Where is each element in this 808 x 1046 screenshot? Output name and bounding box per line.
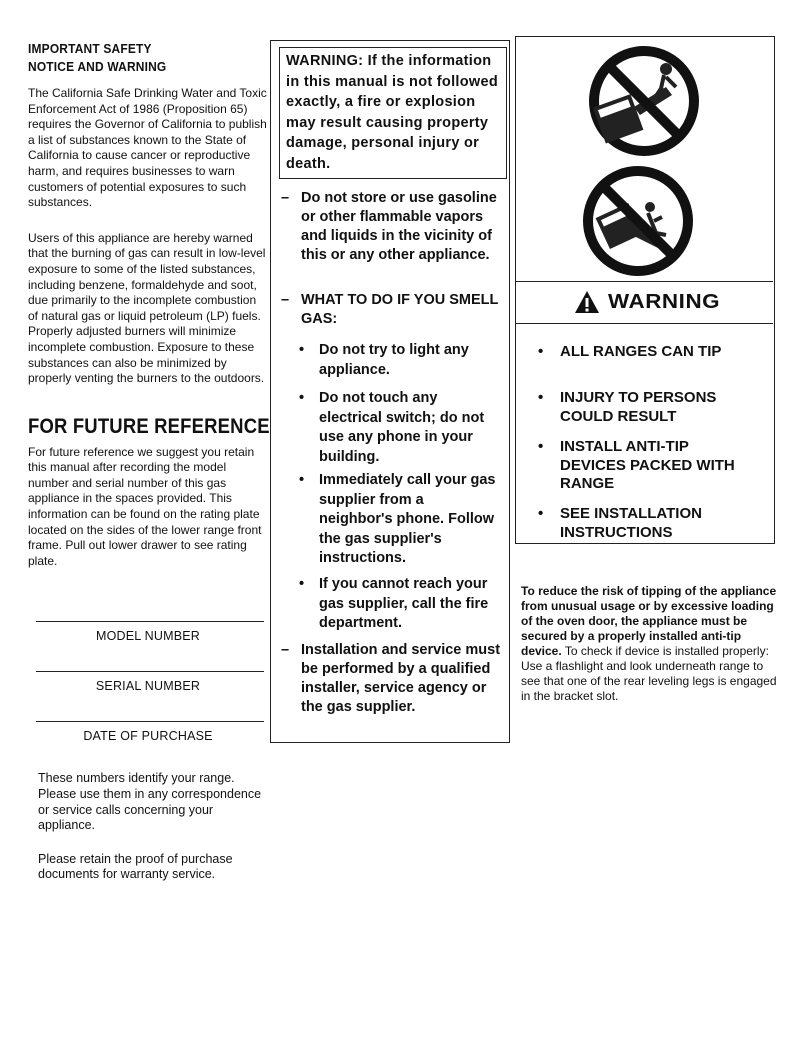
dash-mark: –	[281, 190, 290, 206]
serial-number-label: SERIAL NUMBER	[95, 679, 201, 694]
anti-tip-note	[521, 584, 783, 704]
bullet-mark: •	[299, 472, 305, 488]
bullet-mark: •	[299, 576, 305, 592]
no-standing-on-door-icon	[593, 51, 694, 151]
model-number-line[interactable]	[36, 621, 264, 622]
tip-item-see-instructions	[538, 505, 758, 542]
prop65-paragraph: The California Safe Drinking Water and Toxic Enforcement Act of 1986 (Proposition 65) requires the Governor of California to publish a list of substances known to the State of California to cause cancer or reproductive harm, and requires businesses to warn customers of potential exposures to such substances.	[28, 86, 267, 210]
safety-notice-heading-line1: IMPORTANT SAFETY	[28, 41, 152, 56]
tip-pictograms	[516, 37, 773, 282]
warning-word: WARNING	[608, 290, 721, 313]
dash-mark: –	[281, 292, 290, 308]
bullet-mark: •	[538, 438, 544, 455]
bullet-item-call-supplier	[299, 471, 499, 569]
dash-item-flammables	[281, 189, 501, 265]
tip-item-all-ranges	[538, 343, 758, 362]
date-of-purchase-line[interactable]	[36, 721, 264, 722]
manual-warning-box: WARNING: If the information in this manual is not followed exactly, a fire or explosion may result causing property damage, personal injury or death.	[279, 47, 507, 179]
date-of-purchase-label: DATE OF PURCHASE	[83, 729, 213, 744]
identify-paragraph: These numbers identify your range. Please use them in any correspondence or service calls concerning your appliance.	[38, 771, 262, 833]
dash-item-text: WHAT TO DO IF YOU SMELL GAS:	[301, 292, 499, 327]
future-reference-heading: FOR FUTURE REFERENCE	[28, 414, 270, 438]
anti-tip-note-bold: To reduce the risk of tipping of the appliance from unusual usage or by excessive loading of the oven door, the appliance must be secured by a properly installed anti-tip device.	[521, 584, 777, 658]
dash-item-text: Installation and service must be performed by a qualified installer, service agency or the gas supplier.	[301, 642, 501, 715]
retain-paragraph: Please retain the proof of purchase documents for warranty service.	[38, 851, 233, 882]
tip-item-injury	[538, 389, 758, 426]
bullet-mark: •	[299, 342, 305, 358]
dash-item-text: Do not store or use gasoline or other flammable vapors and liquids in the vicinity of this or any other appliance.	[301, 190, 497, 263]
no-tip-pictogram-icon	[516, 37, 773, 281]
warning-banner	[516, 281, 773, 324]
tip-item-text: SEE INSTALLATION INSTRUCTIONS	[560, 505, 702, 541]
dash-item-smell-gas	[281, 291, 501, 329]
serial-number-line[interactable]	[36, 671, 264, 672]
bullet-item-fire-department	[299, 575, 499, 634]
tip-item-text: INSTALL ANTI-TIP DEVICES PACKED WITH RANGE	[560, 438, 735, 492]
dash-mark: –	[281, 642, 290, 658]
bullet-mark: •	[538, 505, 544, 522]
anti-tip-note-rest: To check if device is installed properly: Use a flashlight and look underneath range to see that one of the rear leveling legs is engaged in the bracket slot.	[521, 644, 777, 703]
left-column	[28, 40, 268, 883]
bullet-mark: •	[538, 343, 544, 360]
tip-item-text: INJURY TO PERSONS COULD RESULT	[560, 389, 717, 425]
bullet-item-text: Immediately call your gas supplier from a neighbor's phone. Follow the gas supplier's instructions.	[319, 472, 496, 566]
users-warning-paragraph: Users of this appliance are hereby warned that the burning of gas can result in low-level exposure to some of the listed substances, including benzene, formaldehyde and soot, due primarily to the incomplete combustion of natural gas or liquid petroleum (LP) fuels. Properly adjusted burners will minimize incomplete combustion. Exposure to these substances can also be minimized by properly venting the burners to the outdoors.	[28, 230, 266, 386]
no-sitting-on-door-icon	[588, 171, 688, 271]
bullet-item-text: Do not touch any electrical switch; do not use any phone in your building.	[319, 390, 485, 465]
bullet-item-text: Do not try to light any appliance.	[319, 342, 469, 378]
tip-item-text: ALL RANGES CAN TIP	[560, 343, 722, 360]
gas-warning-panel	[270, 40, 510, 743]
safety-notice-heading	[28, 40, 249, 76]
model-number-label: MODEL NUMBER	[95, 629, 201, 644]
bullet-item-text: If you cannot reach your gas supplier, call the fire department.	[319, 576, 489, 631]
anti-tip-warning-panel	[515, 36, 775, 544]
future-reference-paragraph: For future reference we suggest you retain this manual after recording the model number and serial number of this gas appliance in the spaces provided. This information can be found on the rating plate located on the sides of the lower range front frame. Pull out lower drawer to see rating plate.	[28, 444, 262, 568]
bullet-item-light	[299, 341, 499, 380]
tip-item-install-anti-tip	[538, 438, 758, 494]
bullet-mark: •	[299, 390, 305, 406]
bullet-item-switch	[299, 389, 499, 467]
bullet-mark: •	[538, 389, 544, 406]
warning-triangle-icon	[574, 290, 600, 314]
dash-item-installation	[281, 641, 501, 717]
safety-notice-heading-line2: NOTICE AND WARNING	[28, 59, 167, 74]
